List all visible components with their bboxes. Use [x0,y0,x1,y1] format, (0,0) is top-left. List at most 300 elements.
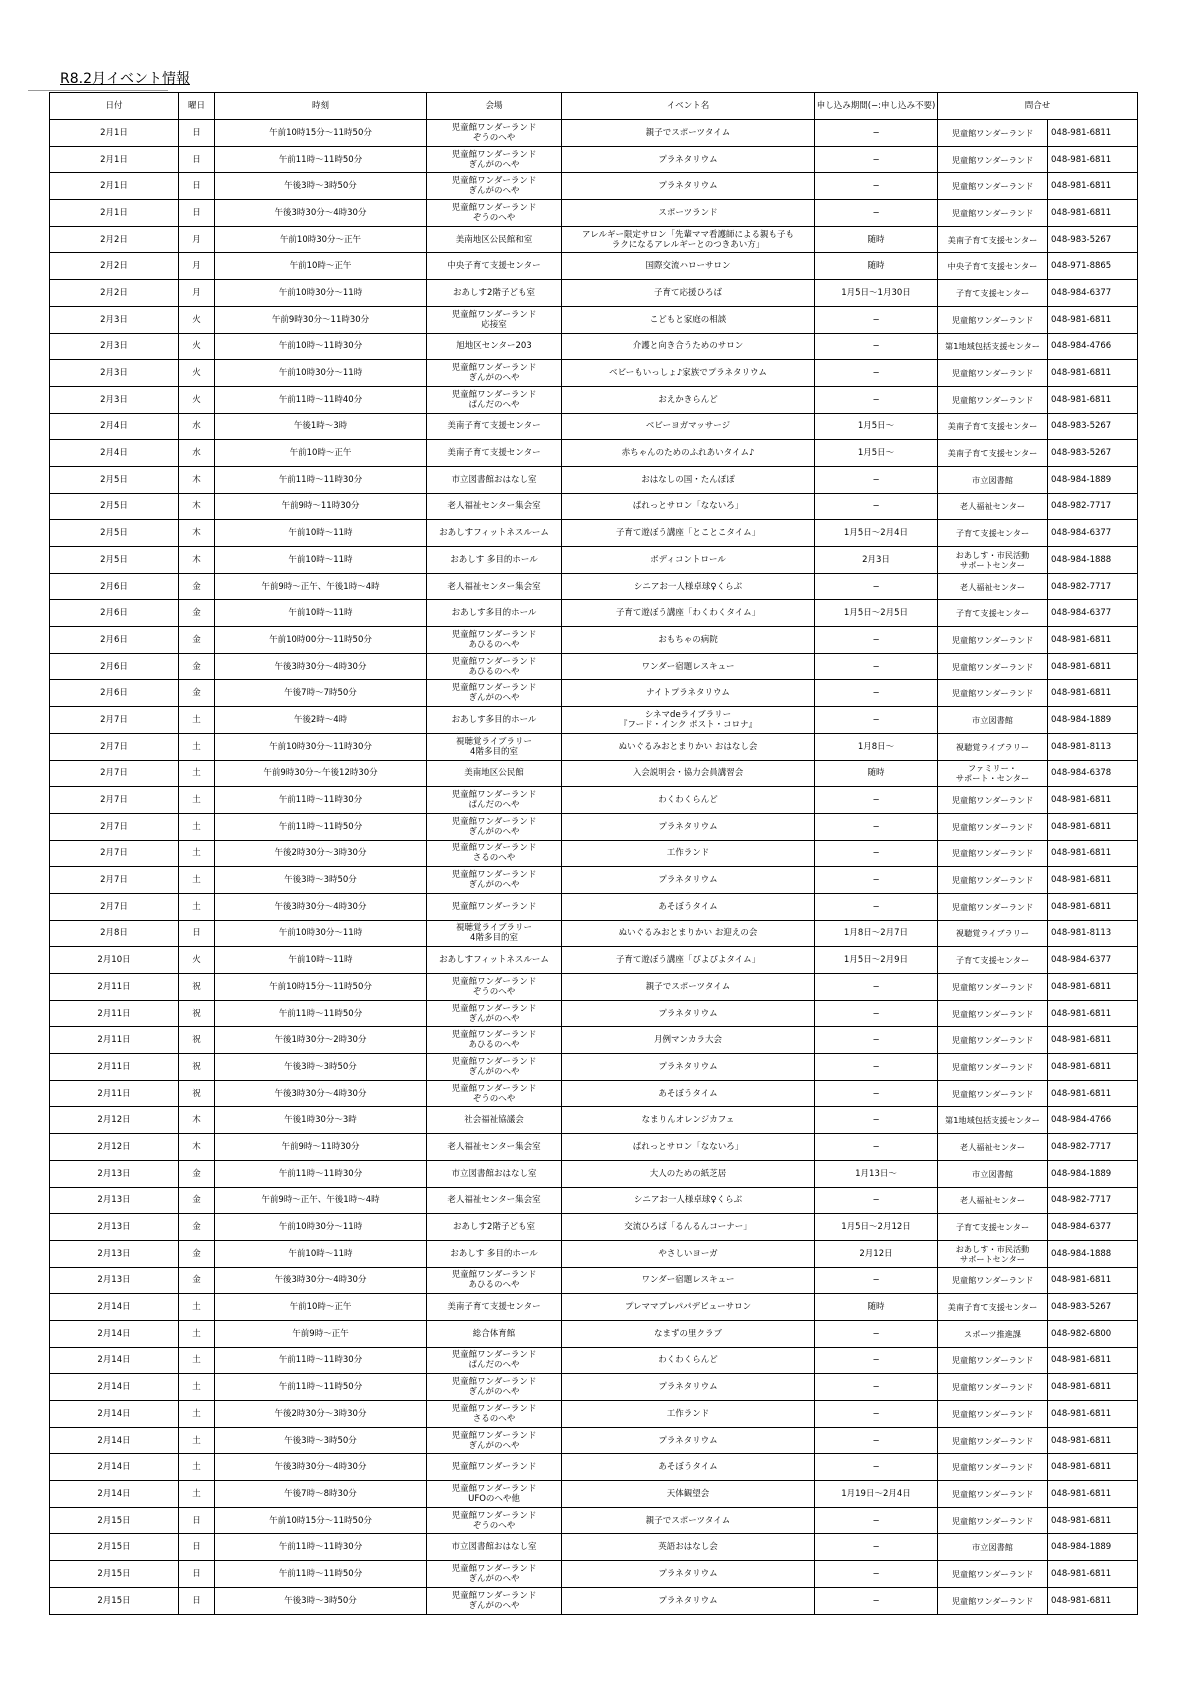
contact-cell [938,787,1048,814]
phone-cell-text: 048-984-6378 [1051,768,1112,779]
venue-cell-text: 美南地区公民館和室 [455,234,533,245]
time-cell [215,1294,427,1321]
application-period-cell-text: − [872,341,880,352]
date-cell [50,653,179,680]
weekday-cell [179,787,215,814]
contact-cell-text: スポーツ推進課 [964,1328,1021,1339]
application-period-cell-text: 1月5日～1月30日 [841,287,911,298]
table-row [50,920,1138,947]
phone-cell [1048,1080,1138,1107]
date-cell [50,413,179,440]
contact-cell-text: 児童館ワンダーランド [951,1008,1034,1019]
time-cell [215,306,427,333]
application-period-cell [815,867,938,894]
contact-cell-text: 児童館ワンダーランド [951,1515,1034,1526]
venue-cell [427,867,562,894]
date-cell [50,867,179,894]
application-period-cell [815,627,938,654]
application-period-cell-text: − [872,688,880,699]
phone-cell-text: 048-981-6811 [1051,821,1112,832]
date-cell [50,1054,179,1081]
venue-cell-text: 視聴覚ライブラリー 4階多目的室 [456,923,532,944]
phone-cell [1048,547,1138,574]
weekday-cell-text: 火 [192,394,201,405]
date-cell [50,146,179,173]
time-cell [215,1454,427,1481]
date-cell [50,333,179,360]
weekday-cell [179,493,215,520]
date-cell-text: 2月1日 [100,207,128,218]
phone-cell [1048,200,1138,227]
weekday-cell-text: 祝 [192,1035,201,1046]
contact-cell [938,1374,1048,1401]
venue-cell-text: 児童館ワンダーランド ぎんがのへや [451,683,537,704]
event-name-cell [562,600,815,627]
time-cell-text: 午前10時30分～11時 [278,928,363,939]
table-row [50,1534,1138,1561]
weekday-cell-text: 土 [192,875,201,886]
time-cell-text: 午前10時～11時 [288,1248,353,1259]
application-period-cell [815,840,938,867]
weekday-cell [179,1267,215,1294]
phone-cell-text: 048-981-6811 [1051,1435,1112,1446]
venue-cell [427,627,562,654]
date-cell-text: 2月3日 [100,368,128,379]
date-cell-text: 2月6日 [100,608,128,619]
table-row [50,333,1138,360]
date-cell-text: 2月4日 [100,421,128,432]
weekday-cell [179,200,215,227]
phone-cell-text: 048-981-6811 [1051,368,1112,379]
time-cell-text: 午前9時～11時30分 [281,1141,360,1152]
venue-cell [427,173,562,200]
table-row [50,280,1138,307]
phone-cell-text: 048-981-6811 [1051,1061,1112,1072]
event-name-cell-text: わくわくらんど [658,795,718,806]
application-period-cell-text: − [872,1115,880,1126]
application-period-cell-text: − [872,875,880,886]
date-cell-text: 2月7日 [100,741,128,752]
venue-cell [427,1427,562,1454]
weekday-cell-text: 金 [192,1168,201,1179]
event-name-cell-text: シネマdeライブラリー 『フード・インク ポスト・コロナ』 [618,709,758,730]
phone-cell [1048,653,1138,680]
weekday-cell-text: 木 [192,554,201,565]
date-cell [50,680,179,707]
application-period-cell-text: − [872,1195,880,1206]
application-period-cell-text: − [872,1515,880,1526]
contact-cell [938,733,1048,760]
date-cell [50,1187,179,1214]
contact-cell-text: 児童館ワンダーランド [951,394,1034,405]
event-name-cell [562,787,815,814]
date-cell-text: 2月11日 [97,1061,131,1072]
application-period-cell [815,1134,938,1161]
date-cell [50,974,179,1001]
weekday-cell [179,547,215,574]
phone-cell [1048,440,1138,467]
application-period-cell [815,1347,938,1374]
application-period-cell-text: − [872,848,880,859]
event-name-cell [562,1080,815,1107]
contact-cell [938,520,1048,547]
phone-cell [1048,813,1138,840]
weekday-cell-text: 金 [192,688,201,699]
page-title: R8.2月イベント情報 [60,71,190,87]
table-row [50,1374,1138,1401]
venue-cell [427,466,562,493]
event-name-cell [562,1401,815,1428]
event-name-cell-text: あそぼうタイム [658,1462,718,1473]
date-cell [50,547,179,574]
weekday-cell [179,1160,215,1187]
venue-cell [427,1401,562,1428]
event-name-cell [562,680,815,707]
venue-cell-text: 児童館ワンダーランド あひるのへや [451,1270,537,1291]
contact-cell-text: 子育て支援センター [955,528,1030,539]
time-cell-text: 午前11時～11時50分 [278,1568,363,1579]
application-period-cell [815,1587,938,1614]
venue-cell-text: 社会福祉協議会 [464,1115,524,1126]
event-name-cell [562,1294,815,1321]
contact-cell-text: 児童館ワンダーランド [951,127,1034,138]
contact-cell-text: 児童館ワンダーランド [951,981,1034,992]
event-name-cell-text: 子育て応援ひろば [653,287,722,298]
event-name-cell [562,547,815,574]
contact-cell [938,947,1048,974]
date-cell [50,120,179,147]
time-cell-text: 午後3時～3時50分 [284,875,357,886]
venue-cell-text: 児童館ワンダーランド ぞうのへや [451,1510,537,1531]
phone-cell-text: 048-984-1889 [1051,1168,1112,1179]
phone-cell [1048,1187,1138,1214]
date-cell [50,1374,179,1401]
time-cell-text: 午後1時30分～3時 [284,1115,357,1126]
application-period-cell-text: − [872,1141,880,1152]
time-cell-text: 午前9時～正午、午後1時～4時 [261,1195,380,1206]
application-period-cell [815,1401,938,1428]
table-row [50,1267,1138,1294]
table-row [50,680,1138,707]
venue-cell [427,360,562,387]
time-cell-text: 午前11時～11時30分 [278,795,363,806]
table-row [50,413,1138,440]
phone-cell-text: 048-981-6811 [1051,1088,1112,1099]
time-cell [215,466,427,493]
event-name-cell [562,1160,815,1187]
event-name-cell [562,813,815,840]
contact-cell [938,653,1048,680]
event-name-cell [562,1534,815,1561]
weekday-cell [179,1454,215,1481]
table-row [50,440,1138,467]
venue-cell-text: おあしすフィットネスルーム [439,955,549,966]
date-cell [50,1427,179,1454]
event-name-cell-text: なまずの里クラブ [653,1328,722,1339]
application-period-cell-text: − [872,207,880,218]
date-cell [50,386,179,413]
contact-cell-text: 児童館ワンダーランド [951,1435,1034,1446]
weekday-cell [179,1240,215,1267]
venue-cell-text: おあしす 多目的ホール [450,1248,538,1259]
date-cell [50,1454,179,1481]
event-name-cell-text: プラネタリウム [658,1061,718,1072]
time-cell [215,280,427,307]
date-cell [50,466,179,493]
date-cell [50,226,179,253]
venue-cell [427,440,562,467]
phone-cell [1048,1294,1138,1321]
venue-cell [427,1481,562,1508]
time-cell-text: 午後3時30分～4時30分 [274,661,367,672]
date-cell [50,173,179,200]
event-name-cell-text: ナイトプラネタリウム [646,688,730,699]
time-cell [215,1534,427,1561]
event-name-cell [562,733,815,760]
weekday-cell-text: 日 [192,154,201,165]
time-cell [215,1080,427,1107]
weekday-cell [179,1347,215,1374]
event-name-cell-text: アレルギー限定サロン「先輩ママ看護師による親も子も ラクになるアレルギーとのつきあい方」 [582,229,794,250]
table-row [50,1587,1138,1614]
phone-cell [1048,360,1138,387]
time-cell [215,1027,427,1054]
phone-cell-text: 048-981-6811 [1051,901,1112,912]
phone-cell [1048,840,1138,867]
weekday-cell-text: 土 [192,1328,201,1339]
date-cell-text: 2月7日 [100,714,128,725]
date-cell-text: 2月5日 [100,554,128,565]
contact-cell-text: 子育て支援センター [955,287,1030,298]
contact-cell-text: 児童館ワンダーランド [951,1462,1034,1473]
time-cell [215,120,427,147]
weekday-cell [179,680,215,707]
table-row [50,760,1138,787]
contact-cell [938,600,1048,627]
contact-cell-text: 児童館ワンダーランド [951,1595,1034,1606]
phone-cell [1048,386,1138,413]
phone-cell-text: 048-981-6811 [1051,1462,1112,1473]
weekday-cell-text: 祝 [192,1008,201,1019]
contact-cell [938,1240,1048,1267]
application-period-cell-text: 1月5日～2月9日 [843,955,909,966]
time-cell-text: 午前10時15分～11時50分 [269,1515,372,1526]
application-period-cell-text: 2月3日 [862,554,890,565]
venue-cell [427,1240,562,1267]
application-period-cell [815,200,938,227]
date-cell-text: 2月15日 [97,1542,131,1553]
date-cell [50,840,179,867]
event-name-cell [562,306,815,333]
venue-cell-text: 児童館ワンダーランド ぱんだのへや [451,1350,537,1371]
application-period-cell [815,333,938,360]
contact-cell [938,1294,1048,1321]
contact-cell-text: 中央子育て支援センター [947,261,1038,272]
time-cell [215,1240,427,1267]
table-row [50,1000,1138,1027]
event-name-cell-text: 交流ひろば「るんるんコーナー」 [624,1222,752,1233]
time-cell [215,333,427,360]
venue-cell [427,1214,562,1241]
weekday-cell [179,1080,215,1107]
weekday-cell-text: 土 [192,1435,201,1446]
phone-cell [1048,1320,1138,1347]
contact-cell [938,280,1048,307]
venue-cell-text: 児童館ワンダーランド ぎんがのへや [451,1377,537,1398]
date-cell-text: 2月13日 [97,1222,131,1233]
application-period-cell [815,173,938,200]
weekday-cell [179,520,215,547]
weekday-cell [179,627,215,654]
contact-cell [938,1267,1048,1294]
date-cell-text: 2月1日 [100,154,128,165]
time-cell-text: 午前9時～正午、午後1時～4時 [261,581,380,592]
weekday-cell-text: 日 [192,1568,201,1579]
event-name-cell [562,173,815,200]
contact-cell-text: 第1地域包括支援センター [945,1115,1040,1126]
venue-cell [427,1054,562,1081]
time-cell-text: 午前10時30分～11時 [278,368,363,379]
phone-cell [1048,1374,1138,1401]
venue-cell-text: 児童館ワンダーランド ぞうのへや [451,1083,537,1104]
venue-cell-text: 児童館ワンダーランド [451,901,537,912]
weekday-cell-text: 火 [192,341,201,352]
venue-cell [427,1454,562,1481]
date-cell [50,1000,179,1027]
date-cell-text: 2月3日 [100,341,128,352]
application-period-cell-text: − [872,1435,880,1446]
contact-cell-text: 児童館ワンダーランド [951,661,1034,672]
date-cell [50,520,179,547]
phone-cell [1048,1027,1138,1054]
event-name-cell-text: プラネタリウム [658,875,718,886]
date-cell [50,600,179,627]
time-cell [215,1160,427,1187]
weekday-cell-text: 日 [192,1515,201,1526]
application-period-cell-text: − [872,1542,880,1553]
date-cell-text: 2月13日 [97,1168,131,1179]
time-cell-text: 午前10時00分～11時50分 [269,634,372,645]
event-name-cell-text: プラネタリウム [658,154,718,165]
weekday-cell [179,226,215,253]
contact-cell [938,120,1048,147]
weekday-cell-text: 土 [192,714,201,725]
time-cell-text: 午前9時～正午 [292,1328,349,1339]
contact-cell [938,1107,1048,1134]
time-cell [215,413,427,440]
venue-cell [427,573,562,600]
venue-cell-text: 児童館ワンダーランド [451,1462,537,1473]
time-cell-text: 午後1時～3時 [293,421,348,432]
event-name-cell [562,974,815,1001]
venue-cell [427,813,562,840]
table-row [50,1401,1138,1428]
contact-cell-text: 視聴覚ライブラリー [955,741,1030,752]
date-cell-text: 2月3日 [100,394,128,405]
date-cell-text: 2月2日 [100,234,128,245]
event-name-cell-text: 月例マンカラ大会 [653,1035,722,1046]
application-period-cell-text: − [872,1008,880,1019]
weekday-cell-text: 月 [192,234,201,245]
date-cell-text: 2月11日 [97,981,131,992]
event-name-cell-text: 入会説明会・協力会員講習会 [632,768,744,779]
contact-cell-text: 老人福祉センター [959,1195,1026,1206]
table-row [50,253,1138,280]
contact-cell-text: 美南子育て支援センター [947,448,1038,459]
phone-cell [1048,627,1138,654]
event-name-cell-text: プレママプレパパデビューサロン [624,1302,752,1313]
time-cell-text: 午前11時～11時50分 [278,154,363,165]
phone-cell [1048,226,1138,253]
weekday-cell-text: 木 [192,1141,201,1152]
event-name-cell-text: ボディコントロール [650,554,726,565]
application-period-cell [815,813,938,840]
venue-cell [427,1107,562,1134]
application-period-cell-text: − [872,1035,880,1046]
venue-cell [427,1534,562,1561]
phone-cell-text: 048-981-8113 [1051,928,1112,939]
date-cell-text: 2月14日 [97,1488,131,1499]
table-row [50,1481,1138,1508]
application-period-cell [815,1240,938,1267]
phone-cell [1048,733,1138,760]
phone-cell-text: 048-984-6377 [1051,955,1112,966]
phone-cell [1048,947,1138,974]
weekday-cell-text: 月 [192,261,201,272]
contact-cell [938,440,1048,467]
table-row [50,120,1138,147]
event-name-cell-text: プラネタリウム [658,821,718,832]
contact-cell-text: 児童館ワンダーランド [951,901,1034,912]
application-period-cell-text: − [872,181,880,192]
date-cell-text: 2月14日 [97,1382,131,1393]
contact-cell [938,1080,1048,1107]
weekday-cell-text: 水 [192,448,201,459]
venue-cell [427,1134,562,1161]
application-period-cell-text: − [872,368,880,379]
time-cell [215,386,427,413]
table-row [50,386,1138,413]
time-cell-text: 午前11時～11時50分 [278,1382,363,1393]
event-name-cell-text: ぬいぐるみおとまりかい おはなし会 [618,741,758,752]
contact-cell [938,920,1048,947]
table-row [50,200,1138,227]
application-period-cell-text: − [872,501,880,512]
time-cell [215,840,427,867]
contact-cell [938,707,1048,734]
weekday-cell-text: 土 [192,1355,201,1366]
phone-cell [1048,1401,1138,1428]
application-period-cell-text: − [872,581,880,592]
contact-cell-text: 美南子育て支援センター [947,234,1038,245]
contact-cell [938,760,1048,787]
venue-cell [427,974,562,1001]
application-period-cell [815,1294,938,1321]
venue-cell-text: 児童館ワンダーランド あひるのへや [451,1030,537,1051]
date-cell-text: 2月15日 [97,1568,131,1579]
phone-cell-text: 048-981-6811 [1051,1382,1112,1393]
application-period-cell [815,760,938,787]
application-period-cell-text: − [872,474,880,485]
venue-cell-text: 児童館ワンダーランド ぞうのへや [451,202,537,223]
table-row [50,520,1138,547]
date-cell [50,787,179,814]
table-row [50,627,1138,654]
event-name-cell [562,1107,815,1134]
phone-cell-text: 048-984-6377 [1051,608,1112,619]
contact-cell [938,333,1048,360]
date-cell-text: 2月6日 [100,661,128,672]
